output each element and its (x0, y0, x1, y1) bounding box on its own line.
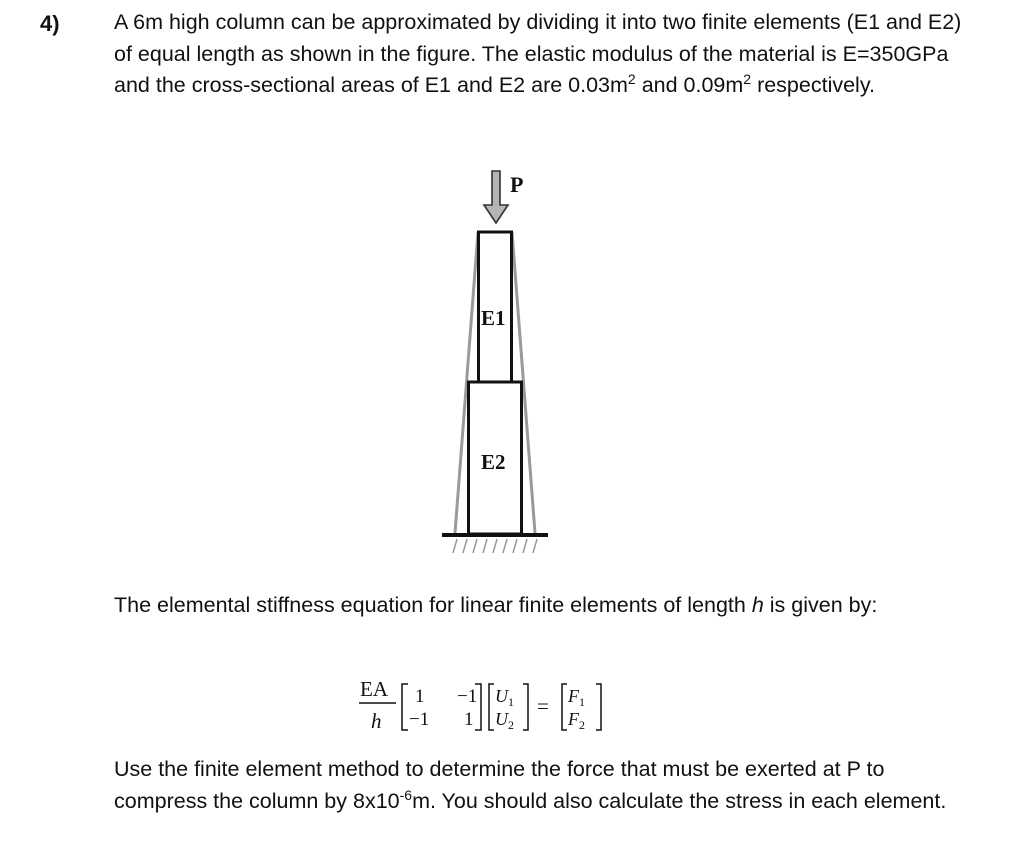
matrix-k22: 1 (464, 709, 474, 730)
matrix-k21: −1 (409, 709, 430, 730)
u2-symbol: U (495, 709, 508, 729)
u1-symbol: U (495, 686, 508, 706)
f2 (567, 709, 585, 732)
f-vector-bracket-right (596, 684, 601, 730)
stiffness-text-2: is given by: (763, 593, 878, 617)
f2-subscript: 2 (579, 718, 585, 732)
u2 (495, 709, 514, 732)
area-exponent-2: 2 (743, 71, 752, 87)
question-number: 4) (40, 11, 60, 36)
f2-symbol: F (568, 709, 579, 729)
f1-symbol: F (568, 686, 579, 706)
task-text-2: m. You should also calculate the stress in each element. (412, 788, 947, 813)
intro-text-3: respectively. (751, 73, 875, 97)
matrix-k12: −1 (457, 686, 478, 707)
intro-text-2: and 0.09m (635, 73, 744, 97)
f1-subscript: 1 (579, 695, 585, 709)
matrix-k11: 1 (415, 686, 425, 707)
element-e1-label: E1 (481, 306, 506, 330)
eq-denominator: h (371, 709, 382, 733)
area-exponent-1: 2 (627, 71, 636, 87)
u1-subscript: 1 (508, 695, 514, 709)
ground-hatch (453, 539, 537, 553)
stiffness-equation (356, 672, 646, 736)
column-figure (430, 165, 560, 565)
length-variable: h (751, 593, 764, 617)
u-vector-bracket-right (523, 684, 528, 730)
u1 (495, 686, 514, 709)
f-vector-bracket-left (562, 684, 567, 730)
displacement-exponent: -6 (399, 786, 413, 803)
problem-statement (114, 7, 974, 102)
load-arrow-icon (484, 171, 508, 223)
load-label: P (510, 172, 524, 197)
u2-subscript: 2 (508, 718, 514, 732)
intro-text-1: A 6m high column can be approximated by dividing it into two finite elements (E1 and E2) of equal length as shown in the figure. The elastic modulus of the material is E=350GPa and the cross-sectional areas of E1 and E2 are 0.03m (114, 10, 962, 97)
eq-numerator: EA (360, 677, 388, 701)
element-e2-label: E2 (481, 450, 506, 474)
u-vector-bracket-left (489, 684, 494, 730)
task-text-1: Use the finite element method to determine the force that must be exerted at P to compress the column by 8x10 (114, 757, 885, 813)
stiffness-text-1: The elemental stiffness equation for linear finite elements of length (114, 593, 752, 617)
f1 (567, 686, 585, 709)
matrix-bracket-left (402, 684, 408, 730)
stiffness-intro (114, 590, 974, 622)
task-statement (114, 754, 974, 817)
eq-equals-sign: = (537, 694, 549, 718)
